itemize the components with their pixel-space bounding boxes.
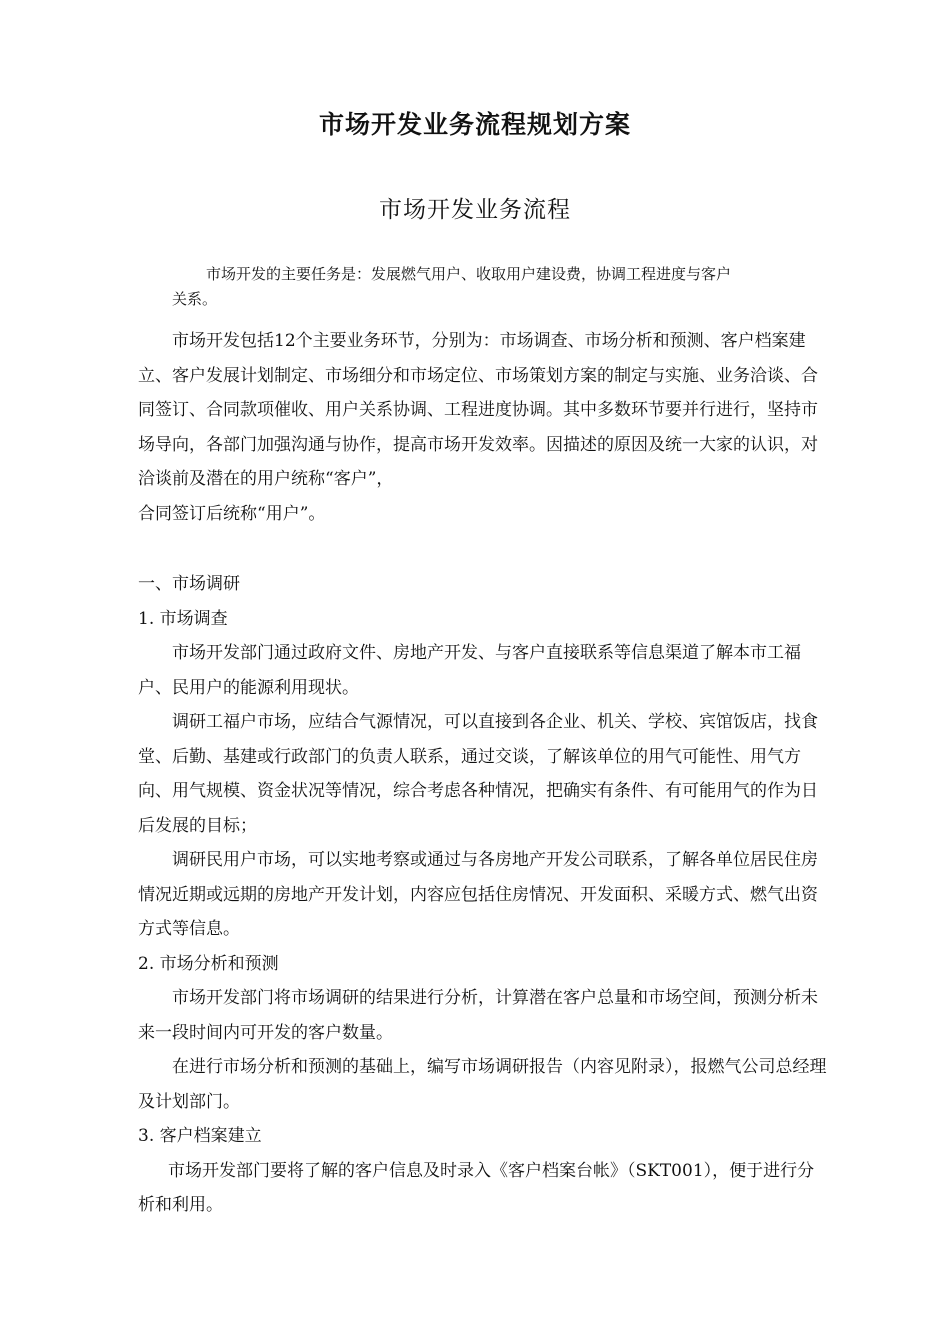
intro-line-1: 市场开发的主要任务是：发展燃气用户、收取用户建设费，协调工程进度与客户: [206, 265, 732, 283]
overview-paragraph: 市场开发包括12个主要业务环节，分别为：市场调查、市场分析和预测、客户档案建立、客户发展计划制定、市场细分和市场定位、市场策划方案的制定与实施、业务洽谈、合同签订、合同款项催收、用户关系协调、工程进度协调。其中多数环节要并行进行，坚持市场导向，各部门加强沟通与协作，提高市场开发效率。因描述的原因及统一大家的认识，对洽谈前及潜在的用户统称“客户”，: [138, 331, 818, 489]
document-body: [138, 324, 828, 1223]
paragraph: 市场开发部门通过政府文件、房地产开发、与客户直接联系等信息渠道了解本市工福户、民用户的能源利用现状。: [138, 643, 801, 698]
paragraph: 市场开发部门要将了解的客户信息及时录入《客户档案台帐》（SKT001），便于进行分析和利用。: [138, 1160, 815, 1215]
document-subtitle: 市场开发业务流程: [379, 197, 571, 223]
paragraph: 调研民用户市场，可以实地考察或通过与各房地产开发公司联系，了解各单位居民住房情况近期或远期的房地产开发计划，内容应包括住房情况、开发面积、采暖方式、燃气出资方式等信息。: [138, 850, 818, 939]
subsection-heading-market-survey: 1. 市场调查: [138, 608, 228, 629]
subsection-heading-market-analysis: 2. 市场分析和预测: [138, 953, 279, 974]
paragraph: 在进行市场分析和预测的基础上，编写市场调研报告（内容见附录），报燃气公司总经理及计划部门。: [138, 1057, 827, 1112]
overview-paragraph-end: 合同签订后统称“用户”。: [138, 503, 326, 524]
document-title: 市场开发业务流程规划方案: [318, 110, 631, 139]
section-spacer: [138, 531, 828, 567]
intro-line-2: 关系。: [172, 290, 218, 308]
paragraph: 市场开发部门将市场调研的结果进行分析，计算潜在客户总量和市场空间，预测分析未来一段时间内可开发的客户数量。: [138, 988, 818, 1043]
paragraph: 调研工福户市场，应结合气源情况，可以直接到各企业、机关、学校、宾馆饭店，找食堂、后勤、基建或行政部门的负责人联系，通过交谈，了解该单位的用气可能性、用气方向、用气规模、资金状况等情况，综合考虑各种情况，把确实有条件、有可能用气的作为日后发展的目标；: [138, 712, 818, 836]
section-heading-market-research: 一、市场调研: [138, 574, 240, 594]
intro-paragraph: [172, 262, 822, 312]
subsection-heading-customer-archive: 3. 客户档案建立: [138, 1126, 262, 1146]
